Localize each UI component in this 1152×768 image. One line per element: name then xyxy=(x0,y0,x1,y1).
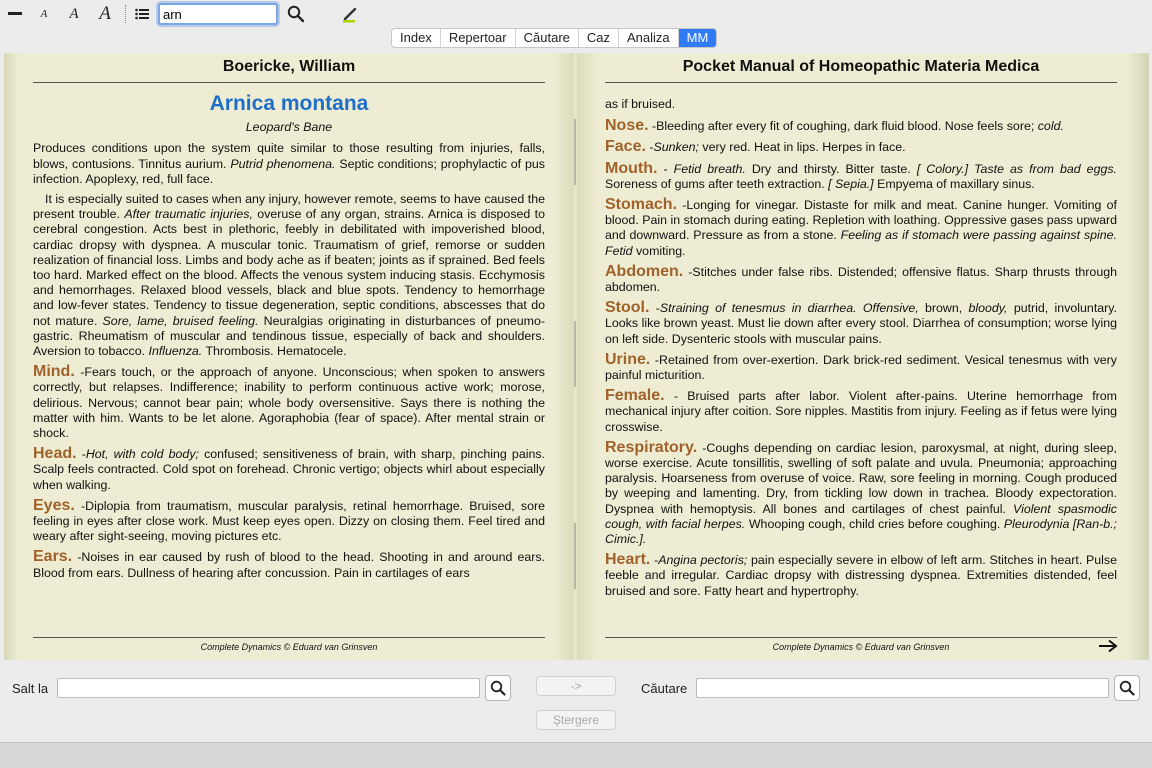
text-run: Thrombosis. Hematocele. xyxy=(202,344,347,359)
section-heading[interactable]: Mouth. xyxy=(605,159,658,177)
footer-rule xyxy=(33,637,545,638)
text-run: brown, xyxy=(918,301,969,316)
italic-text: Fetid breath. xyxy=(673,161,746,176)
italic-text: Violent spasmodic cough, with facial herpes. xyxy=(605,501,1117,531)
text-run: - xyxy=(657,161,674,176)
gutter-mark xyxy=(574,321,576,387)
goto-input[interactable] xyxy=(57,678,480,698)
goto-label: Salt la xyxy=(12,681,49,696)
text-run: Dry and thirsty. Bitter taste. xyxy=(745,161,917,176)
tab-bar xyxy=(391,28,717,48)
font-large-icon[interactable]: A xyxy=(99,3,111,24)
italic-text: Influenza. xyxy=(148,344,203,359)
tab-index[interactable]: Index xyxy=(392,29,441,47)
continued-text: as if bruised. xyxy=(605,97,676,111)
intro-paragraph xyxy=(33,192,545,359)
title-rule xyxy=(605,82,1117,83)
text-run: -Retained from over-exertion. Dark brick-red sediment. Vesical tenesmus with very painful micturition. xyxy=(605,352,1117,383)
remedy-synonym: Leopard's Bane xyxy=(245,120,333,135)
section-stool xyxy=(605,300,1117,347)
text-run: -Noises in ear caused by rush of blood to the head. Shooting in and around ears. Blood from ears. Dullness of hearing after concussion. Pain in cartilages of ears xyxy=(33,550,545,580)
search-icon[interactable] xyxy=(286,3,306,25)
text-run: confused; sensitiveness of brain, with sharp, pinching pains. Scalp feels contracted. Cold spot on forehead. Chronic vertigo; objects whirl about especially when walking. xyxy=(33,447,545,492)
text-run: - xyxy=(645,140,654,155)
status-bar xyxy=(0,742,1152,768)
bottom-search-input[interactable] xyxy=(696,678,1109,698)
text-run: -Fears touch, or the approach of anyone. Unconscious; when spoken to answers correctly, but relapses. Indifference; inability to perform continuous active work; morose, delirious. Nervous; cannot bear pain; whole body oversensitive. Says there is nothing the matter with him. Wants to be let alone. Agoraphobia (fear of space). After mental strain or shock. xyxy=(33,365,545,441)
italic-text: Straining of tenesmus in diarrhea. Offensive, xyxy=(659,301,919,316)
text-run: - xyxy=(650,553,659,568)
text-run: very red. Heat in lips. Herpes in face. xyxy=(698,140,906,155)
bottom-controls xyxy=(0,660,1152,742)
font-small-icon[interactable]: A xyxy=(40,8,48,20)
gutter-mark xyxy=(574,119,576,185)
italic-text: Hot, with cold body; xyxy=(85,447,199,462)
next-page-arrow-icon[interactable] xyxy=(1098,639,1118,653)
section-heading[interactable]: Mind. xyxy=(33,363,75,381)
section-heading[interactable]: Stool. xyxy=(605,299,650,317)
italic-text: Feeling as if stomach were passing against spine. Fetid xyxy=(605,228,1117,258)
text-run: -Stitches under false ribs. Distended; offensive flatus. Sharp thrusts through abdomen. xyxy=(605,264,1117,295)
text-run: -Bleeding after every fit of coughing, dark fluid blood. Nose feels sore; xyxy=(648,119,1038,134)
section-stomach xyxy=(605,197,1117,259)
section-heart xyxy=(605,552,1117,599)
text-run: It is especially suited to cases when any injury, however remote, seems to have caused the present trouble. xyxy=(33,192,545,222)
page-title-book: Pocket Manual of Homeopathic Materia Medica xyxy=(682,58,1040,75)
text-run: Septic conditions; prophylactic of pus infection. Apoplexy, red, full face. xyxy=(33,156,545,186)
clear-button[interactable]: Ştergere xyxy=(536,710,616,730)
text-run: - xyxy=(649,301,660,316)
section-mouth xyxy=(605,161,1117,192)
text-run: vomiting. xyxy=(632,243,686,258)
text-run: Soreness of gums after teeth extraction. xyxy=(605,176,829,191)
goto-search-button[interactable] xyxy=(485,675,511,701)
italic-text: Sunken; xyxy=(653,140,699,155)
section-heading[interactable]: Eyes. xyxy=(33,496,75,514)
book-view xyxy=(4,53,1149,660)
italic-text: Angina pectoris; xyxy=(658,553,748,568)
section-head xyxy=(33,446,545,493)
text-run: -Diplopia from traumatism, muscular paralysis, retinal hemorrhage. Bruised, sore feeling in eyes after close work. Must keep eyes open. Dizzy on closing them. Feel tired and weary after sight-seeing, moving pictures etc. xyxy=(33,498,545,544)
tab-repertoar[interactable]: Repertoar xyxy=(441,29,516,47)
left-page xyxy=(4,53,574,660)
italic-text: Putrid phenomena. xyxy=(230,156,336,171)
section-heading[interactable]: Respiratory. xyxy=(605,438,698,456)
section-mind xyxy=(33,364,545,441)
section-heading[interactable]: Face. xyxy=(605,138,646,156)
font-medium-icon[interactable]: A xyxy=(69,5,79,22)
text-run: -Longing for vinegar. Distaste for milk and meat. Canine hunger. Vomiting of blood. Pain in stomach during eating. Repletion with loathing. Oppressive gases pass upward and downward. Pressure as from a stone. xyxy=(605,198,1117,243)
section-face xyxy=(605,139,1117,155)
page-footer: Complete Dynamics © Eduard van Grinsven xyxy=(200,642,378,652)
section-eyes xyxy=(33,498,545,545)
right-page xyxy=(577,53,1149,660)
italic-text: Sore, lame, bruised feeling. xyxy=(102,313,259,328)
title-rule xyxy=(33,82,545,83)
section-respiratory xyxy=(605,440,1117,547)
zoom-out-icon[interactable] xyxy=(6,3,24,25)
right-page-text xyxy=(605,97,1117,604)
tab-caz[interactable]: Caz xyxy=(579,29,619,47)
section-heading[interactable]: Ears. xyxy=(33,548,73,566)
text-run: putrid, involuntary. Looks like brown yeast. Must lie down after every stool. Diarrhea of consumption; worse lying on left side. Dysenteric stools with muscular pains. xyxy=(605,301,1117,346)
text-run: Neuralgias originating in disturbances of pneumo-gastric. Rheumatism of muscular and tendinous tissue, especially of back and shoulders. Aversion to tobacco. xyxy=(33,313,545,359)
section-heading[interactable]: Abdomen. xyxy=(605,262,684,280)
text-run: Whooping cough, child cries before coughing. xyxy=(745,516,1004,531)
section-nose xyxy=(605,118,1117,134)
section-heading[interactable]: Female. xyxy=(605,387,665,405)
gutter-mark xyxy=(574,523,576,589)
search-icon xyxy=(1119,680,1135,696)
text-run: -Coughs depending on cardiac lesion, paroxysmal, at night, during sleep, worse exercise. Acute tonsillitis, swelling of soft palate and uvula. Pneumonia; approaching paralysis. Hoarseness from overuse of voice. Raw, sore feeling in morning. Cough produced by weeping and lamenting. Dry, from tickling low down in trachea. Bloody expectoration. Dyspnea with hemoptysis. All bones and cartilages of chest painful. xyxy=(605,440,1117,516)
italic-text: After traumatic injuries, xyxy=(124,207,253,222)
tab-c-utare[interactable]: Căutare xyxy=(516,29,579,47)
section-heading[interactable]: Head. xyxy=(33,445,77,463)
text-run: overuse of any organ, strains. Arnica is disposed to cerebral congestion. Acts best in plethoric, feebly in debilitated with impoverished blood, cardiac dropsy with dyspnea. A muscular tonic. Traumatism of grief, remorse or sudden realization of financial loss. Limbs and body ache as if beaten; joints as if sprained. Bed feels too hard. Marked effect on the blood. Affects the venous system inducing stasis. Ecchymosis and hemorrhages. Relaxed blood vessels, black and blue spots. Tendency to hemorrhage and low-fever states. Tendency to tissue degeneration, septic conditions, abscesses that do not mature. xyxy=(33,207,545,328)
section-heading[interactable]: Stomach. xyxy=(605,196,678,214)
search-icon xyxy=(490,680,506,696)
section-heading[interactable]: Nose. xyxy=(605,117,649,135)
highlighter-icon[interactable] xyxy=(340,3,360,25)
page-title-author: Boericke, William xyxy=(222,58,356,75)
footer-rule xyxy=(605,637,1117,638)
section-heading[interactable]: Heart. xyxy=(605,551,651,569)
toolbar-separator xyxy=(125,5,126,23)
section-urine xyxy=(605,352,1117,383)
page-footer: Complete Dynamics © Eduard van Grinsven xyxy=(772,642,950,652)
section-abdomen xyxy=(605,264,1117,295)
go-button[interactable]: -> xyxy=(536,676,616,696)
section-heading[interactable]: Urine. xyxy=(605,350,651,368)
left-page-text xyxy=(33,92,545,586)
intro-paragraph xyxy=(33,141,545,187)
italic-text: Pleurodynia [Ran-b.; Cimic.]. xyxy=(605,516,1117,547)
italic-text: bloody, xyxy=(968,301,1008,316)
italic-text: [ Colory.] Taste as from bad eggs. xyxy=(916,161,1117,176)
remedy-name: Arnica montana xyxy=(209,92,369,115)
tab-mm[interactable]: MM xyxy=(679,29,717,47)
italic-text: [ Sepia.] xyxy=(828,176,874,191)
search-label: Căutare xyxy=(641,681,688,696)
section-female xyxy=(605,388,1117,435)
tab-analiza[interactable]: Analiza xyxy=(619,29,679,47)
italic-text: cold. xyxy=(1037,119,1064,134)
toolbar-search-input[interactable] xyxy=(158,3,278,25)
list-icon[interactable] xyxy=(133,3,151,25)
bottom-search-button[interactable] xyxy=(1114,675,1140,701)
text-run: - Bruised parts after labor. Violent after-pains. Uterine hemorrhage from mechanical injury after coition. Sore nipples. Mastitis from injury. Feeling as if fetus were lying crosswise. xyxy=(605,389,1117,434)
text-run: Empyema of maxillary sinus. xyxy=(873,176,1035,191)
text-run: Produces conditions upon the system quite similar to those resulting from injuries, falls, blows, contusions. Tinnitus aurium. xyxy=(33,141,545,171)
text-run: - xyxy=(76,447,86,462)
text-run: pain especially severe in elbow of left arm. Stitches in heart. Pulse feeble and irregular. Cardiac dropsy with distressing dyspnea. Extremities distended, feel bruised and sore. Fatty heart and hypertrophy. xyxy=(605,553,1117,598)
section-ears xyxy=(33,549,545,580)
toolbar xyxy=(0,0,1152,30)
